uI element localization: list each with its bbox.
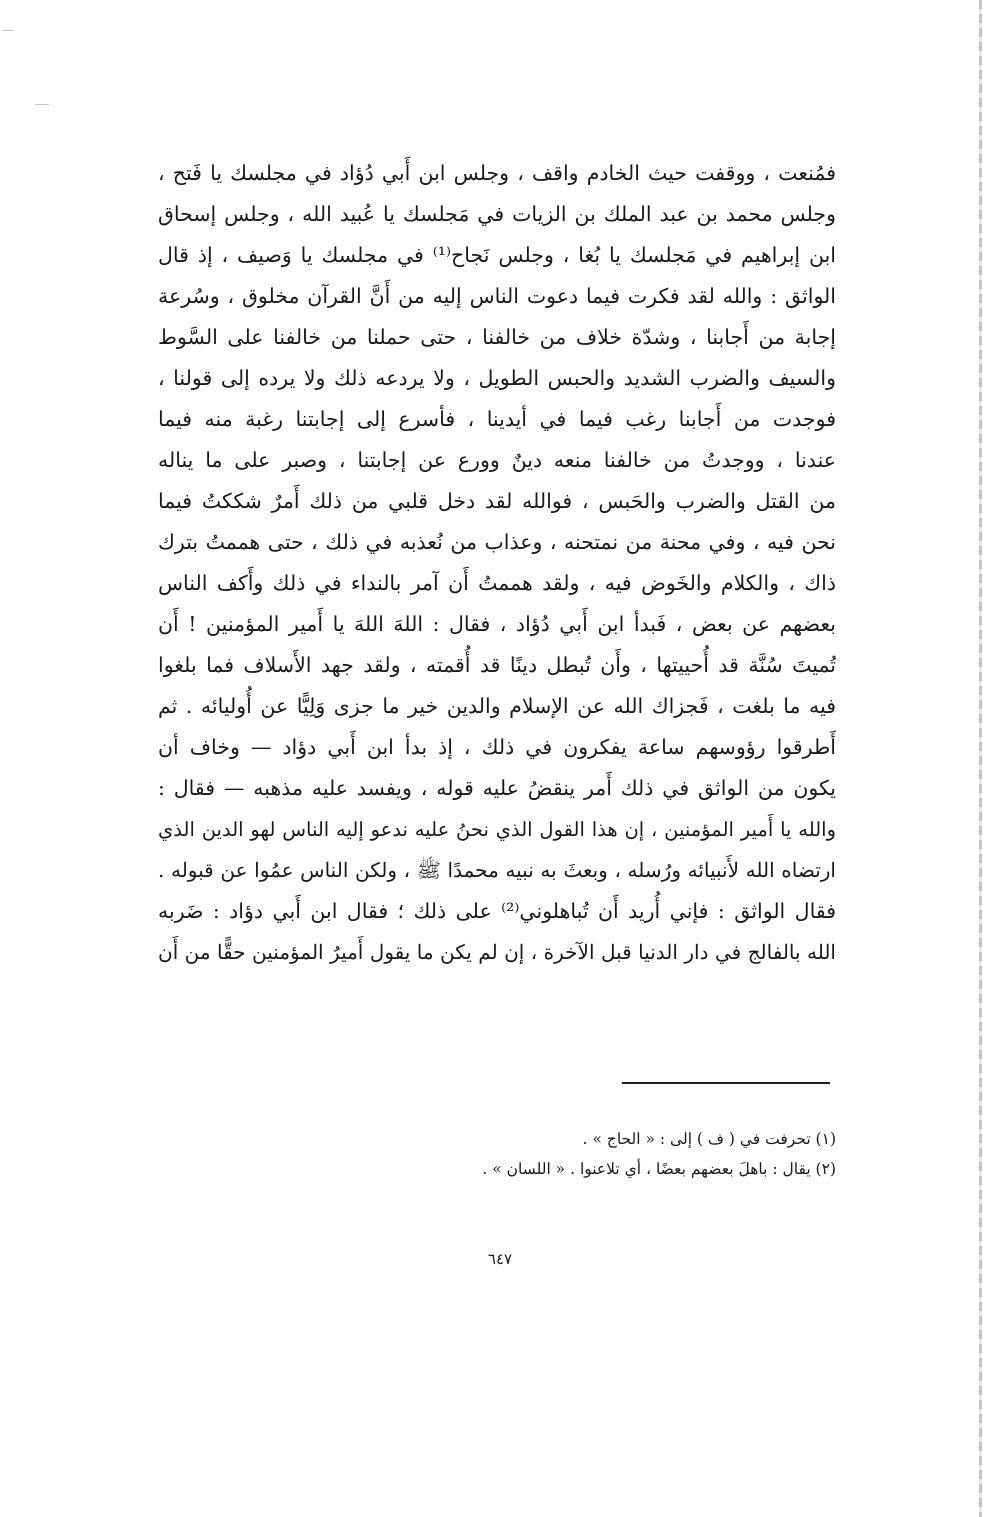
footnote-1: (١) تحرفت في ( ف ) إلى : « الحاج » . xyxy=(582,1130,836,1148)
body-text xyxy=(158,153,836,973)
scan-mark xyxy=(35,104,49,105)
text-line: فقال الواثق : فإني أُريد أَن تُباهلوني⁽²⁾ على ذلك ؛ فقال ابن أَبي دؤاد : ضَربه xyxy=(158,899,836,923)
text-line: الواثق : والله لقد فكرت فيما دعوت الناس إليه من أَنَّ القرآن مخلوق ، وسُرعة xyxy=(158,284,836,308)
footnotes xyxy=(360,1124,836,1184)
text-line: نحن فيه ، وفي محنة من نمتحنه ، وعذاب من نُعذبه في ذلك ، حتى هممتُ بترك xyxy=(158,530,836,554)
text-line: ارتضاه الله لأَنبيائه ورُسله ، وبعثَ به نبيه محمدًا ﷺ ، ولكن الناس عمُوا عن قبوله . xyxy=(158,858,836,882)
text-line: ذاك ، والكلام والخَوض فيه ، ولقد هممتُ أَن آمر بالنداء في ذلك وأَكف الناس xyxy=(158,571,836,595)
text-line: فوجدت من أَجابنا رغب فيما في أيدينا ، فأسرع إلى إجابتنا رغبة منه فيما xyxy=(158,407,836,431)
scan-binding-edge xyxy=(979,0,982,1517)
text-line: ابن إبراهيم في مَجلسك يا بُغا ، وجلس نَجاح⁽¹⁾ في مجلسك يا وَصيف ، إذ قال xyxy=(158,243,836,267)
text-line: فيه ما بلغت ، فَجزاك الله عن الإسلام والدين خير ما جزى وَلِيًّا عن أُوليائه . ثم xyxy=(158,694,836,718)
footnote-separator xyxy=(622,1082,830,1084)
text-line: والله يا أَمير المؤمنين ، إن هذا القول الذي نحنُ عليه ندعو إليه الناس لهو الدين الذي xyxy=(158,818,836,841)
text-line: إجابة من أَجابنا ، وشدّة خلاف من خالفنا ، حتى حملنا من خالفنا على السَّوط xyxy=(158,325,836,349)
text-line: يكون من الواثق في ذلك أَمر ينقضُ عليه قوله ، ويفسد عليه مذهبه — فقال : xyxy=(158,776,836,800)
text-line: تُميتَ سُنَّة قد أُحييتها ، وأَن تُبطل دينًا قد أُقمته ، ولقد جهد الأَسلاف فما بلغوا xyxy=(158,653,836,677)
text-line: عندنا ، ووجدتُ من خالفنا منعه دينٌ وورع عن إجابتنا ، وصبر على ما يناله xyxy=(158,448,836,472)
text-line: بعضهم عن بعض ، فَبدأ ابن أَبي دُؤاد ، فقال : اللهَ اللهَ يا أَمير المؤمنين ! أَن xyxy=(158,612,836,636)
text-line: أَطرقوا رؤوسهم ساعة يفكرون في ذلك ، إذ بدأ ابن أَبي دؤاد — وخاف أن xyxy=(158,735,836,759)
text-line: من القتل والضرب والحَبس ، فوالله لقد دخل قلبي من ذلك أَمرٌ شككتُ فيما xyxy=(158,489,836,513)
text-line: الله بالفالج في دار الدنيا قبل الآخرة ، إن لم يكن ما يقول أَميرُ المؤمنين حقًّا من أَن xyxy=(158,940,836,964)
text-line: وجلس محمد بن عبد الملك بن الزيات في مَجلسك يا عُبيد الله ، وجلس إسحاق xyxy=(158,202,836,226)
text-line: فمُنعت ، ووقفت حيث الخادم واقف ، وجلس ابن أَبي دُؤاد في مجلسك يا فَتح ، xyxy=(158,161,836,185)
text-line: والسيف والضرب الشديد والحبس الطويل ، ولا يردعه ذلك ولا يرده إلى قولنا ، xyxy=(158,366,836,390)
scan-mark xyxy=(2,30,14,31)
footnote-2: (٢) يقال : باهلَ بعضهم بعضًا ، أي تلاعنوا . « اللسان » . xyxy=(482,1160,836,1178)
page-number: ٦٤٧ xyxy=(487,1250,513,1268)
